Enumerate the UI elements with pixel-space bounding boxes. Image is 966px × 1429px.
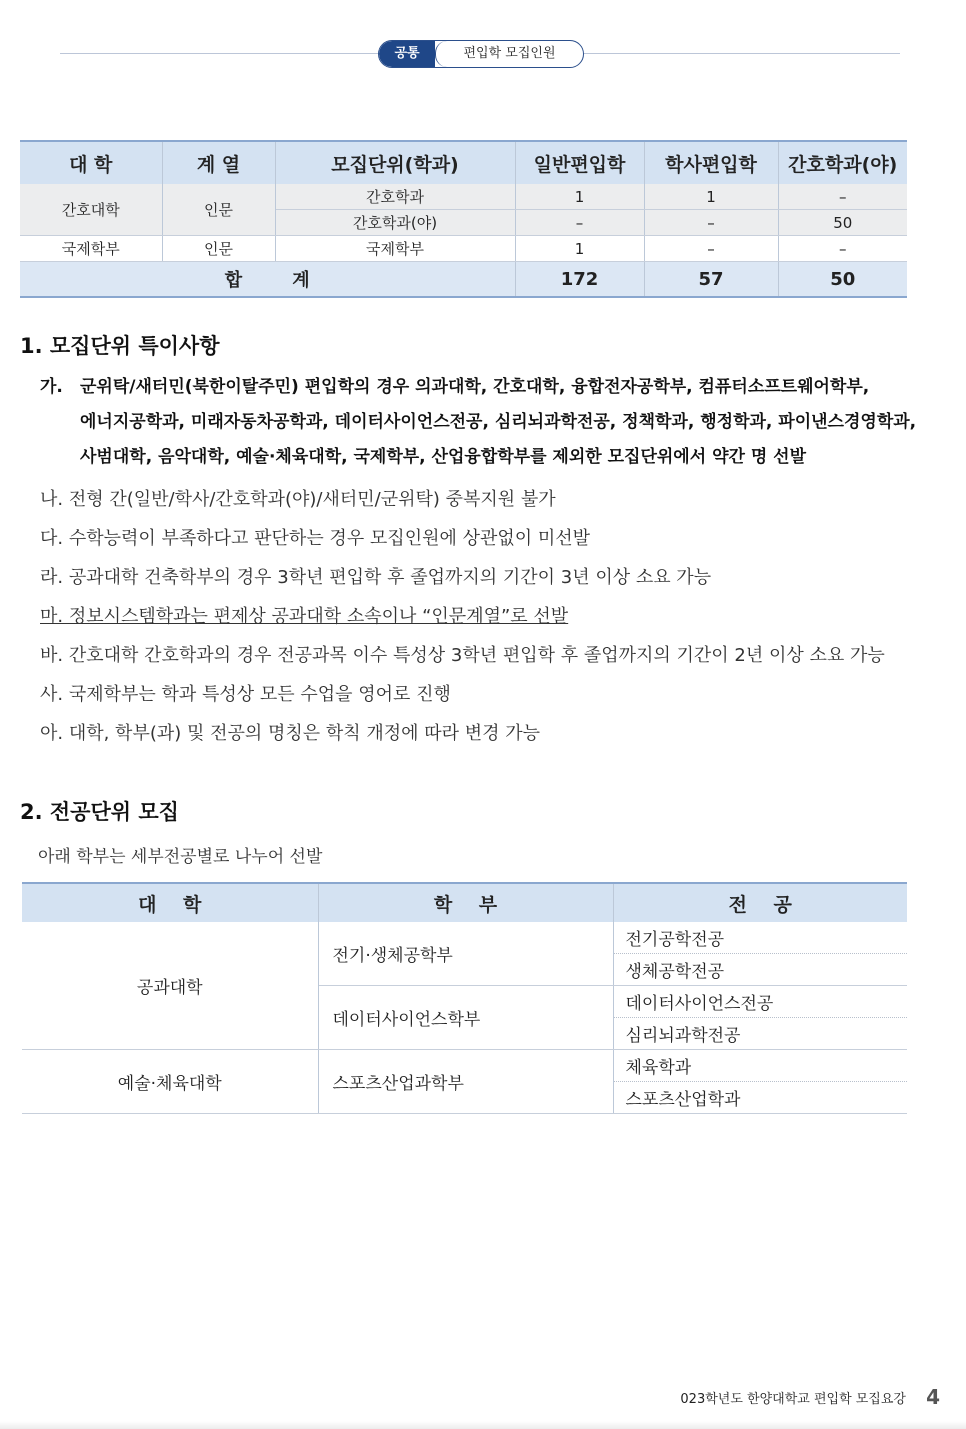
cell-nursing: – [778, 236, 907, 262]
total-nursing: 50 [778, 262, 907, 298]
col-bachelor: 학사편입학 [644, 141, 778, 184]
notice-item: 나. 전형 간(일반/학사/간호학과(야)/새터민/군위탁) 중복지원 불가 [40, 489, 556, 510]
col-college: 대 학 [22, 883, 318, 922]
notice-item: 마. 정보시스템학과는 편제상 공과대학 소속이나 “인문계열”로 선발 [40, 606, 569, 627]
notice-ga-marker: 가. [40, 377, 63, 397]
notice-ga-line1: 군위탁/새터민(북한이탈주민) 편입학의 경우 의과대학, 간호대학, 융합전자공학부, 컴퓨터소프트웨어학부, [80, 377, 870, 397]
total-label: 합 계 [20, 262, 515, 298]
notice-ga [40, 370, 945, 475]
cell-dept: 데이터사이언스학부 [318, 986, 613, 1050]
major-table [22, 882, 907, 1114]
notice-ga-line3: 사범대학, 음악대학, 예술·체육대학, 국제학부, 산업융합학부를 제외한 모집단위에서 약간 명 선발 [80, 447, 807, 467]
cell-bachelor: – [644, 210, 778, 236]
table-row [20, 184, 907, 210]
cell-field: 인문 [162, 184, 275, 236]
notice-item: 다. 수학능력이 부족하다고 판단하는 경우 모집인원에 상관없이 미선발 [40, 528, 591, 549]
cell-unit: 간호학과 [275, 184, 515, 210]
cell-bachelor: 1 [644, 184, 778, 210]
table-row [22, 1050, 907, 1082]
col-dept: 학 부 [318, 883, 613, 922]
header-badge [378, 40, 584, 68]
notice-ga-line2: 에너지공학과, 미래자동차공학과, 데이터사이언스전공, 심리뇌과학전공, 정책학과, 행정학과, 파이낸스경영학과, [80, 412, 917, 432]
table-header-row [22, 883, 907, 922]
total-bachelor: 57 [644, 262, 778, 298]
cell-dept: 전기·생체공학부 [318, 922, 613, 986]
cell-nursing: – [778, 184, 907, 210]
cell-college: 예술·체육대학 [22, 1050, 318, 1114]
section2-title: 2. 전공단위 모집 [20, 800, 179, 824]
col-major: 전 공 [613, 883, 907, 922]
cell-major: 전기공학전공 [613, 922, 907, 954]
cell-general: – [515, 210, 644, 236]
cell-unit: 간호학과(야) [275, 210, 515, 236]
footer-shade [0, 1421, 966, 1429]
col-nursing-night: 간호학과(야) [778, 141, 907, 184]
footer-text: 023학년도 한양대학교 편입학 모집요강 [680, 1392, 906, 1407]
cell-college: 공과대학 [22, 922, 318, 1050]
cell-nursing: 50 [778, 210, 907, 236]
col-field: 계 열 [162, 141, 275, 184]
table-header-row [20, 141, 907, 184]
total-row [20, 262, 907, 298]
cell-general: 1 [515, 184, 644, 210]
col-general: 일반편입학 [515, 141, 644, 184]
cell-field: 인문 [162, 236, 275, 262]
page-number: 4 [926, 1385, 940, 1409]
table-row [20, 236, 907, 262]
section1-title: 1. 모집단위 특이사항 [20, 334, 220, 358]
cell-general: 1 [515, 236, 644, 262]
header-title: 편입학 모집인원 [435, 41, 583, 67]
cell-unit: 국제학부 [275, 236, 515, 262]
cell-bachelor: – [644, 236, 778, 262]
cell-major: 심리뇌과학전공 [613, 1018, 907, 1050]
section2-note: 아래 학부는 세부전공별로 나누어 선발 [38, 847, 323, 867]
header-tag: 공통 [379, 41, 435, 67]
notice-item: 아. 대학, 학부(과) 및 전공의 명칭은 학칙 개정에 따라 변경 가능 [40, 723, 541, 744]
cell-major: 스포츠산업학과 [613, 1082, 907, 1114]
notice-item: 바. 간호대학 간호학과의 경우 전공과목 이수 특성상 3학년 편입학 후 졸업까지의 기간이 2년 이상 소요 가능 [40, 645, 885, 666]
cell-major: 데이터사이언스전공 [613, 986, 907, 1018]
recruitment-table [20, 140, 907, 298]
table-row [22, 922, 907, 954]
cell-college: 간호대학 [20, 184, 162, 236]
notice-item: 사. 국제학부는 학과 특성상 모든 수업을 영어로 진행 [40, 684, 451, 705]
cell-college: 국제학부 [20, 236, 162, 262]
total-general: 172 [515, 262, 644, 298]
col-college: 대 학 [20, 141, 162, 184]
cell-major: 생체공학전공 [613, 954, 907, 986]
cell-major: 체육학과 [613, 1050, 907, 1082]
col-unit: 모집단위(학과) [275, 141, 515, 184]
cell-dept: 스포츠산업과학부 [318, 1050, 613, 1114]
notice-item: 라. 공과대학 건축학부의 경우 3학년 편입학 후 졸업까지의 기간이 3년 이상 소요 가능 [40, 567, 712, 588]
